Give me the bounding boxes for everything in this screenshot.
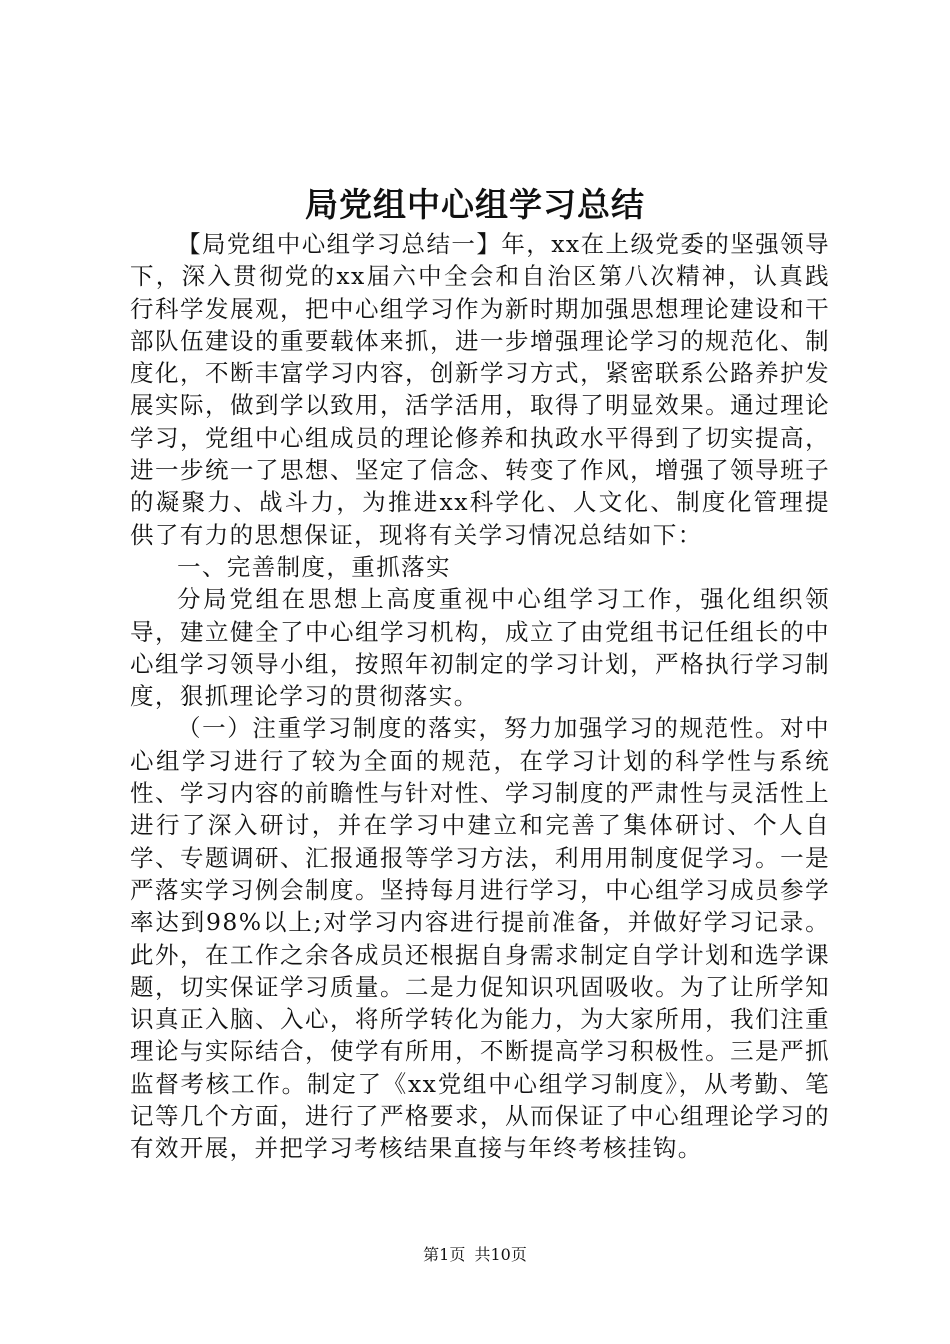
paragraph-section-1: 分局党组在思想上高度重视中心组学习工作，强化组织领导，建立健全了中心组学习机构，成立了由党组书记任组长的中心组学习领导小组，按照年初制定的学习计划，严格执行学习制度，狠抓理论学习的贯彻落实。	[130, 585, 830, 711]
document-body	[130, 228, 830, 1165]
paragraph-intro: 【局党组中心组学习总结一】年，xx在上级党委的坚强领导下，深入贯彻党的xx届六中全会和自治区第八次精神，认真践行科学发展观，把中心组学习作为新时期加强思想理论建设和干部队伍建设的重要载体来抓，进一步增强理论学习的规范化、制度化，不断丰富学习内容，创新学习方式，紧密联系公路养护发展实际，做到学以致用，活学活用，取得了明显效果。通过理论学习，党组中心组成员的理论修养和执政水平得到了切实提高，进一步统一了思想、坚定了信念、转变了作风，增强了领导班子的凝聚力、战斗力，为推进xx科学化、人文化、制度化管理提供了有力的思想保证，现将有关学习情况总结如下：	[130, 230, 830, 549]
page-footer	[0, 1243, 950, 1267]
document-title: 局党组中心组学习总结	[305, 185, 645, 224]
section-heading-1: 一、完善制度，重抓落实	[177, 552, 451, 581]
page-number: 第1页	[423, 1245, 466, 1264]
page-total: 共10页	[474, 1245, 527, 1264]
paragraph-subsection-1: （一）注重学习制度的落实，努力加强学习的规范性。对中心组学习进行了较为全面的规范，在学习计划的科学性与系统性、学习内容的前瞻性与针对性、学习制度的严肃性与灵活性上进行了深入研讨，并在学习中建立和完善了集体研讨、个人自学、专题调研、汇报通报等学习方法，利用用制度促学习。一是严落实学习例会制度。坚持每月进行学习，中心组学习成员参学率达到98%以上;对学习内容进行提前准备，并做好学习记录。此外，在工作之余各成员还根据自身需求制定自学计划和选学课题，切实保证学习质量。二是力促知识巩固吸收。为了让所学知识真正入脑、入心，将所学转化为能力，为大家所用，我们注重理论与实际结合，使学有所用，不断提高学习积极性。三是严抓监督考核工作。制定了《xx党组中心组学习制度》，从考勤、笔记等几个方面，进行了严格要求，从而保证了中心组理论学习的有效开展，并把学习考核结果直接与年终考核挂钩。	[130, 714, 830, 1163]
